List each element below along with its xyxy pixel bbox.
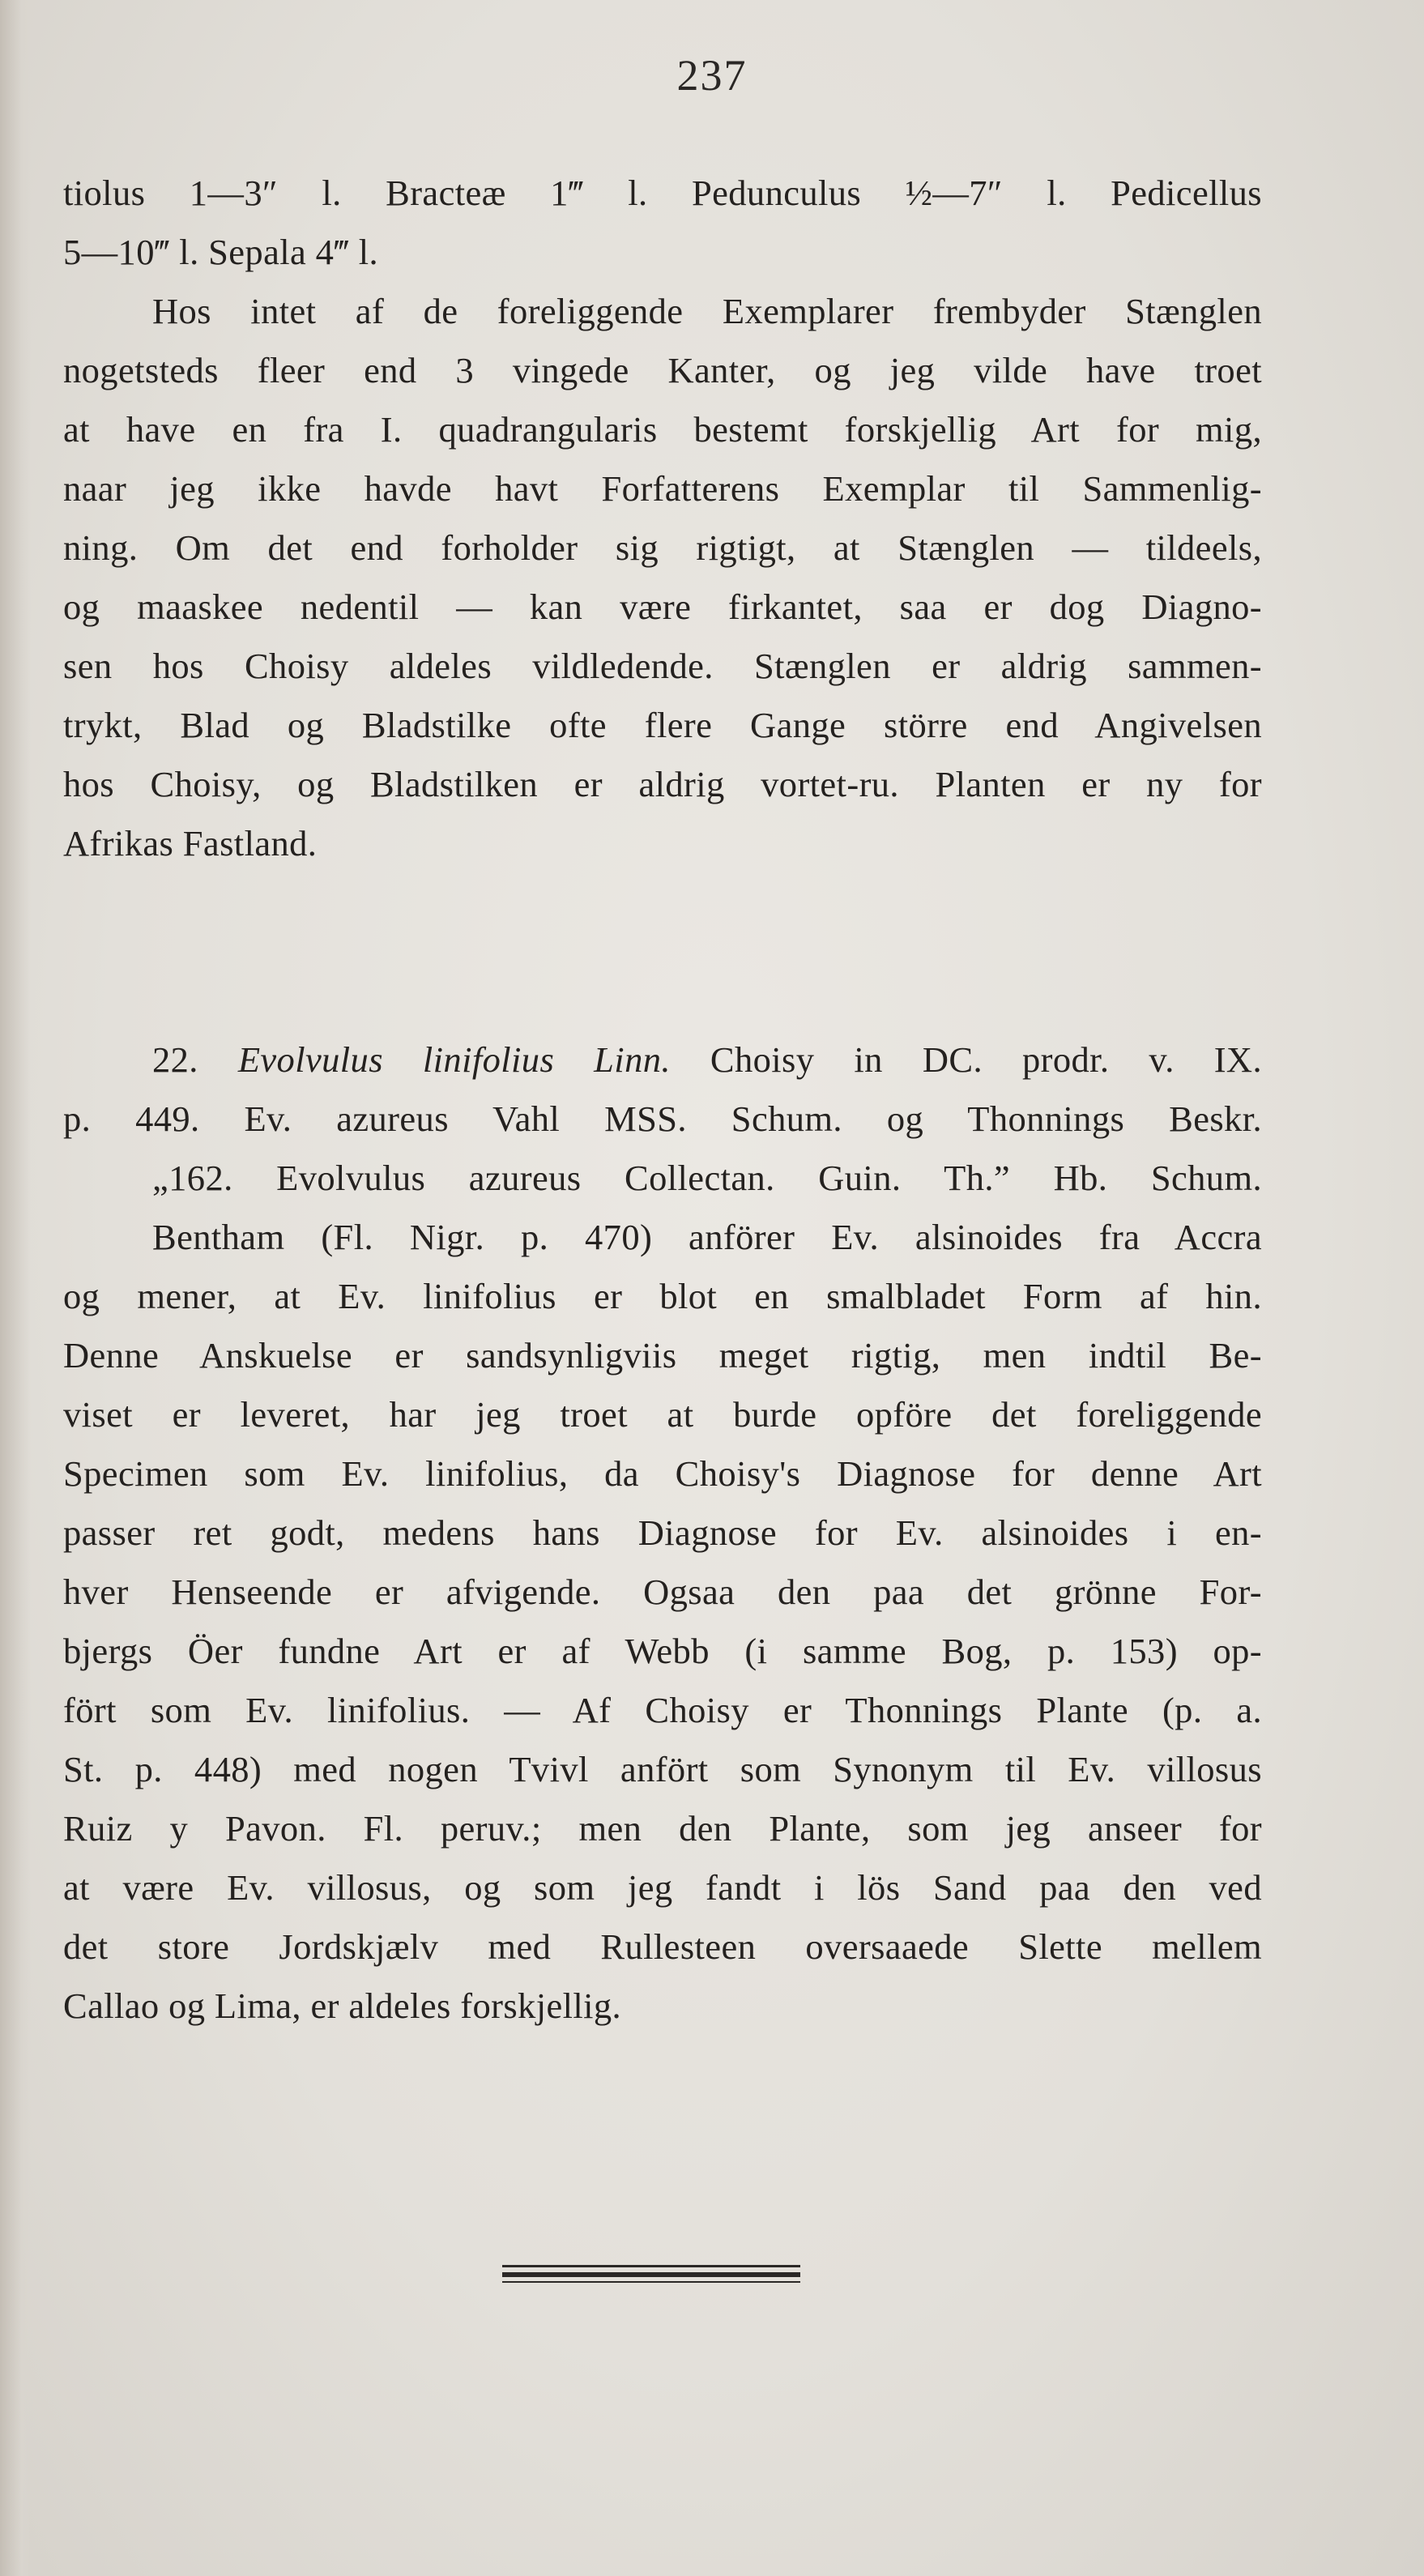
text-line: Callao og Lima, er aldeles forskjellig. <box>63 1985 622 2026</box>
text-line: Hos intet af de foreliggende Exemplarer frembyder Stænglen <box>152 291 1262 331</box>
text-line: Bentham (Fl. Nigr. p. 470) anförer Ev. alsinoides fra Accra <box>152 1217 1262 1257</box>
text-line: fört som Ev. linifolius. — Af Choisy er Thonnings Plante (p. a. <box>63 1690 1262 1730</box>
species-name: Evolvulus linifolius Linn. <box>237 1039 671 1080</box>
text-line: og maaskee nedentil — kan være firkantet, saa er dog Diagno- <box>63 586 1262 627</box>
reference-text: Choisy in DC. prodr. v. IX. <box>710 1039 1262 1080</box>
text-line: 5—10‴ l. Sepala 4‴ l. <box>63 232 379 272</box>
text-line: og mener, at Ev. linifolius er blot en smalbladet Form af hin. <box>63 1276 1262 1316</box>
text-line: p. 449. Ev. azureus Vahl MSS. Schum. og Thonnings Beskr. <box>63 1098 1262 1139</box>
text-line: viset er leveret, har jeg troet at burde opföre det foreliggende <box>63 1394 1262 1435</box>
text-line: naar jeg ikke havde havt Forfatterens Exemplar til Sammenlig- <box>63 468 1262 509</box>
page-number: 237 <box>676 51 748 100</box>
text-line: at være Ev. villosus, og som jeg fandt i lös Sand paa den ved <box>63 1867 1262 1908</box>
text-line: Ruiz y Pavon. Fl. peruv.; men den Plante, som jeg anseer for <box>63 1808 1262 1849</box>
text-line: Afrikas Fastland. <box>63 823 318 864</box>
end-rule-thick <box>502 2272 800 2277</box>
end-rule-thin <box>502 2281 800 2283</box>
text-line: hver Henseende er afvigende. Ogsaa den paa det grönne For- <box>63 1572 1262 1612</box>
text-line: tiolus 1—3″ l. Bracteæ 1‴ l. Pedunculus ½—7″ l. Pedicellus <box>63 173 1262 213</box>
text-line: at have en fra I. quadrangularis bestemt forskjellig Art for mig, <box>63 409 1262 450</box>
text-line: ning. Om det end forholder sig rigtigt, at Stænglen — tildeels, <box>63 527 1262 568</box>
paragraph-continuation <box>63 164 1262 873</box>
text-line: trykt, Blad og Bladstilke ofte flere Gange större end Angivelsen <box>63 705 1262 745</box>
text-line: Specimen som Ev. linifolius, da Choisy's Diagnose for denne Art <box>63 1453 1262 1494</box>
species-heading-line <box>63 1030 1262 1090</box>
text-line: „162. Evolvulus azureus Collectan. Guin. Th.” Hb. Schum. <box>152 1158 1262 1198</box>
text-line: St. p. 448) med nogen Tvivl anfört som Synonym til Ev. villosus <box>63 1749 1262 1789</box>
text-line: Denne Anskuelse er sandsynligviis meget rigtig, men indtil Be- <box>63 1335 1262 1375</box>
species-entry-22 <box>63 1030 1262 2036</box>
text-line: nogetsteds fleer end 3 vingede Kanter, og jeg vilde have troet <box>63 350 1262 390</box>
text-line: passer ret godt, medens hans Diagnose for Ev. alsinoides i en- <box>63 1512 1262 1553</box>
text-line: sen hos Choisy aldeles vildledende. Stænglen er aldrig sammen- <box>63 646 1262 686</box>
end-rule <box>502 2265 800 2267</box>
text-line: det store Jordskjælv med Rullesteen oversaaede Slette mellem <box>63 1926 1262 1967</box>
entry-number: 22. <box>152 1039 198 1080</box>
text-line: bjergs Öer fundne Art er af Webb (i samme Bog, p. 153) op- <box>63 1631 1262 1671</box>
text-line: hos Choisy, og Bladstilken er aldrig vortet-ru. Planten er ny for <box>63 764 1262 804</box>
